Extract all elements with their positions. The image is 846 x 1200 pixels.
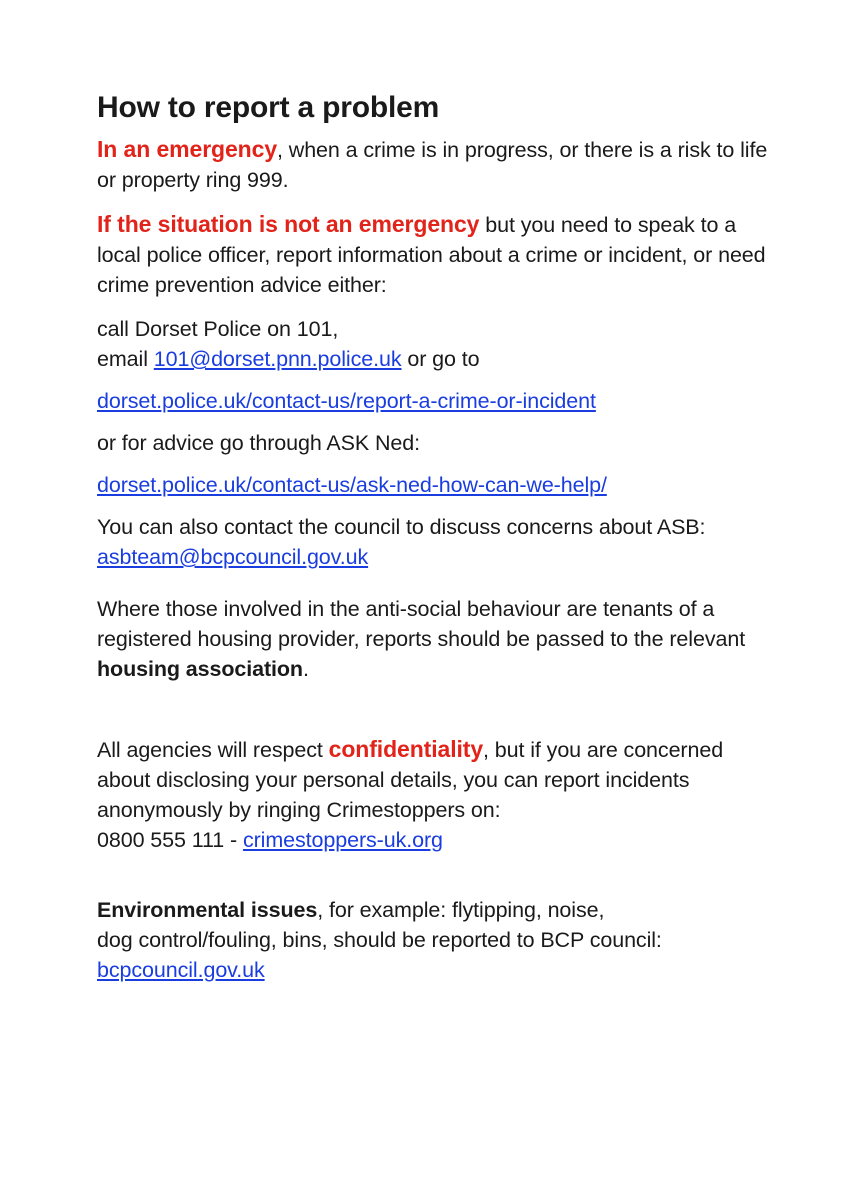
housing-end: . — [302, 657, 309, 681]
report-link-paragraph — [97, 386, 777, 416]
housing-association-bold: housing association — [97, 657, 303, 681]
confidentiality-text: , but if you are concerned about disclosing your personal details, you can report incidents anonymously by ringing Crimestoppers on: — [97, 738, 724, 822]
environmental-issues-bold: Environmental issues — [97, 898, 318, 922]
council-paragraph — [97, 512, 777, 572]
email-suffix: or go to — [401, 347, 480, 371]
advice-paragraph: or for advice go through ASK Ned: — [97, 431, 420, 455]
environment-line1: , for example: flytipping, noise, — [317, 898, 605, 922]
emergency-text: , when a crime is in progress, or there is a risk to life or property ring 999. — [97, 138, 768, 192]
ask-ned-link[interactable]: dorset.police.uk/contact-us/ask-ned-how-can-we-help/ — [97, 473, 607, 497]
non-emergency-paragraph — [97, 209, 777, 300]
environment-paragraph — [97, 895, 777, 985]
confidentiality-prefix: All agencies will respect — [97, 738, 329, 762]
crimestoppers-phone: 0800 555 111 - — [97, 828, 243, 852]
asb-team-email-link[interactable]: asbteam@bcpcouncil.gov.uk — [97, 545, 369, 569]
page-title: How to report a problem — [97, 91, 440, 124]
environment-line2: dog control/fouling, bins, should be reported to BCP council: — [97, 928, 662, 952]
emergency-paragraph — [97, 134, 777, 195]
council-text: You can also contact the council to discuss concerns about ASB: — [97, 515, 706, 539]
call-line: call Dorset Police on 101, — [97, 317, 339, 341]
housing-text: Where those involved in the anti-social behaviour are tenants of a registered housing provider, reports should be passed to the relevant — [97, 597, 746, 651]
report-crime-link[interactable]: dorset.police.uk/contact-us/report-a-crime-or-incident — [97, 389, 596, 413]
bcp-council-link[interactable]: bcpcouncil.gov.uk — [97, 958, 265, 982]
non-emergency-lead: If the situation is not an emergency — [97, 211, 480, 237]
call-paragraph — [97, 314, 777, 374]
ask-ned-paragraph — [97, 470, 777, 500]
emergency-lead: In an emergency — [97, 136, 278, 162]
housing-paragraph — [97, 594, 777, 684]
non-emergency-text: but you need to speak to a local police officer, report information about a crime or incident, or need crime prevention advice either: — [97, 213, 766, 297]
confidentiality-paragraph — [97, 734, 777, 855]
confidentiality-keyword: confidentiality — [328, 736, 484, 762]
document-page — [97, 88, 777, 985]
email-prefix: email — [97, 347, 154, 371]
police-email-link[interactable]: 101@dorset.pnn.police.uk — [153, 347, 402, 371]
crimestoppers-link[interactable]: crimestoppers-uk.org — [242, 828, 443, 852]
